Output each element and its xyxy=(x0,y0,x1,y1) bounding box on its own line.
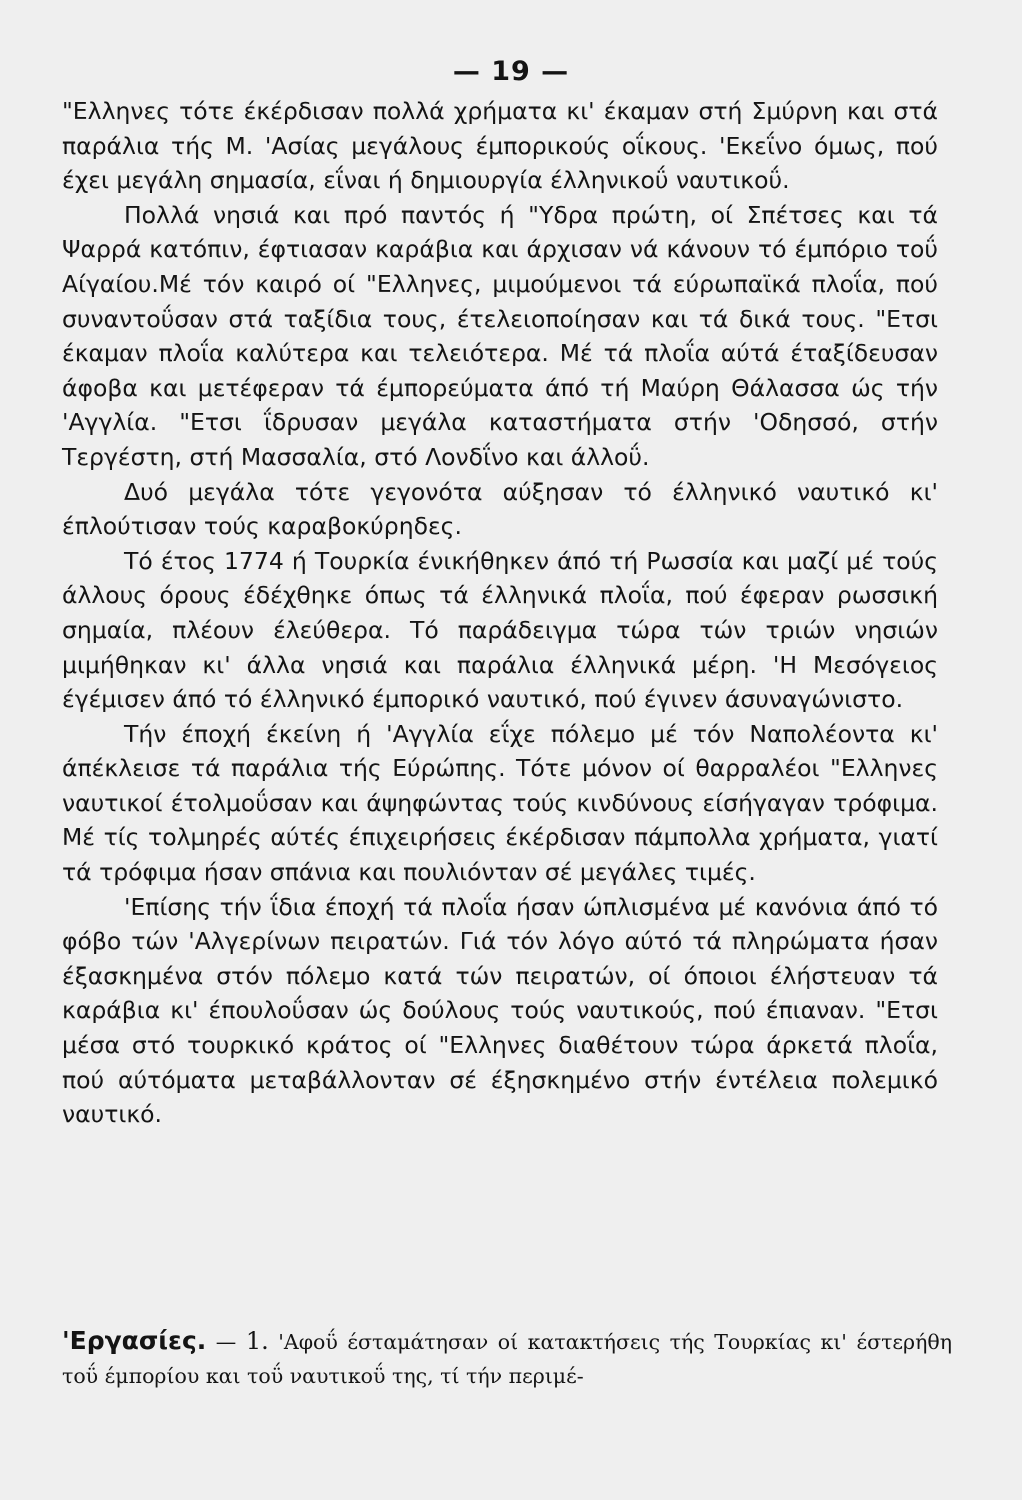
exercises-section xyxy=(62,1324,952,1393)
exercises-dash: — xyxy=(206,1330,246,1354)
paragraph-5: Τήν έποχή έκείνη ή 'Αγγλία εΐχε πόλεμο μέ τόν Ναπολέοντα κι' άπέκλεισε τά παράλια τής Εύρώπης. Τότε μόνον οί θαρραλέοι "Ελληνες ναυτικοί έτολμοΰσαν και άψηφώντας τούς κινδύνους είσήγαγαν τρόφιμα. Μέ τίς τολμηρές αύτές έπιχειρήσεις έκέρδισαν πάμπολλα χρήματα, γιατί τά τρόφιμα ήσαν σπάνια και πουλιόνταν σέ μεγάλες τιμές. xyxy=(62,719,938,887)
page-number: — 19 — xyxy=(452,56,570,87)
exercises-heading: 'Εργασίες. xyxy=(62,1326,207,1355)
body-text xyxy=(62,94,938,1132)
paragraph-4: Τό έτος 1774 ή Τουρκία ένικήθηκεν άπό τή Ρωσσία και μαζί μέ τούς άλλους όρους έδέχθηκε όπως τά έλληνικά πλοΐα, πού έφεραν ρωσσική σημαία, πλέουν έλεύθερα. Τό παράδειγμα τώρα τών τριών νησιών μιμήθηκαν κι' άλλα νησιά και παράλια έλληνικά μέρη. 'Η Μεσόγειος έγέμισεν άπό τό έλληνικό έμπορικό ναυτικό, πού έγινεν άσυναγώνιστο. xyxy=(62,546,938,714)
paragraph-3: Δυό μεγάλα τότε γεγονότα αύξησαν τό έλληνικό ναυτικό κι' έπλούτισαν τούς καραβοκύρηδες. xyxy=(62,477,938,541)
paragraph-2: Πολλά νησιά και πρό παντός ή "Υδρα πρώτη, οί Σπέτσες και τά Ψαρρά κατόπιν, έφτιασαν καράβια και άρχισαν νά κάνουν τό έμπόριο τοΰ Αίγαίου.Μέ τόν καιρό οί "Ελληνες, μιμούμενοι τά εύρωπαϊκά πλοΐα, πού συναντοΰσαν στά ταξίδια τους, έτελειοποίησαν και τά δικά τους. "Ετσι έκαμαν πλοΐα καλύτερα και τελειότερα. Μέ τά πλοΐα αύτά έταξίδευσαν άφοβα και μετέφεραν τά έμπορεύματα άπό τή Μαύρη Θάλασσα ώς τήν 'Αγγλία. "Ετσι ΐδρυσαν μεγάλα καταστήματα στήν 'Οδησσό, στήν Τεργέστη, στή Μασσαλία, στό Λονδΐνο και άλλοΰ. xyxy=(62,200,938,471)
exercise-text: 'Αφοΰ έσταμάτησαν οί κατακτήσεις τής Τουρκίας κι' έστερήθη τοΰ έμπορίου και τοΰ ναυτικοΰ της, τί τήν περιμέ- xyxy=(62,1330,952,1388)
paragraph-1: "Ελληνες τότε έκέρδισαν πολλά χρήματα κι' έκαμαν στή Σμύρνη και στά παράλια τής Μ. 'Ασίας μεγάλους έμπορικούς οΐκους. 'Εκεΐνο όμως, πού έχει μεγάλη σημασία, εΐναι ή δημιουργία έλληνικοΰ ναυτικοΰ. xyxy=(62,97,938,195)
exercise-number: 1. xyxy=(245,1327,269,1355)
paragraph-6: 'Επίσης τήν ΐδια έποχή τά πλοΐα ήσαν ώπλισμένα μέ κανόνια άπό τό φόβο τών 'Αλγερίνων πειρατών. Γιά τόν λόγο αύτό τά πληρώματα ήσαν έξασκημένα στόν πόλεμο κατά τών πειρατών, οί όποιοι έλήστευαν τά καράβια κι' έπουλοΰσαν ώς δούλους τούς ναυτικούς, πού έπιαναν. "Ετσι μέσα στό τουρκικό κράτος οί "Ελληνες διαθέτουν τώρα άρκετά πλοΐα, πού αύτόματα μεταβάλλονταν σέ έξησκημένο στήν έντέλεια πολεμικό ναυτικό. xyxy=(62,892,938,1129)
